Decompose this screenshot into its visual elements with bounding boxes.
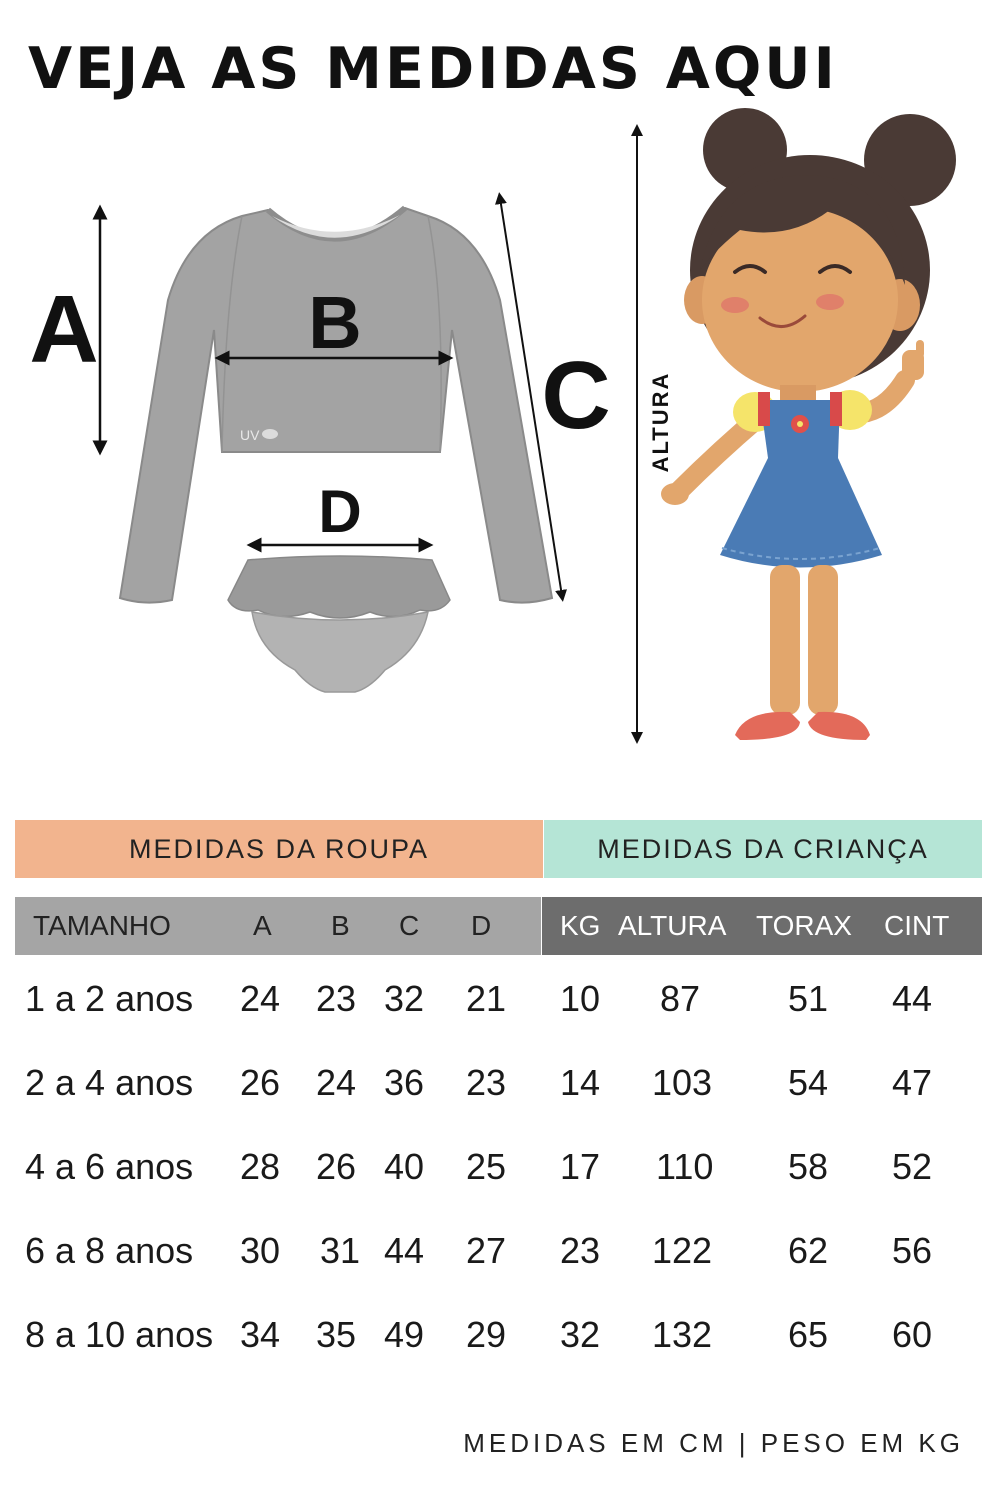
cell-a: 26 — [240, 1062, 281, 1103]
section-crianca: MEDIDAS DA CRIANÇA — [544, 820, 982, 878]
cell-torax: 51 — [788, 978, 829, 1019]
table-row — [0, 1136, 1000, 1196]
cell-tamanho: 4 a 6 anos — [25, 1146, 194, 1187]
header-kg: KG — [560, 910, 601, 941]
label-b: B — [308, 281, 362, 364]
cell-tamanho: 6 a 8 anos — [25, 1230, 194, 1271]
page-title: VEJA AS MEDIDAS AQUI — [28, 36, 838, 102]
cell-kg: 23 — [560, 1230, 601, 1271]
cell-a: 30 — [240, 1230, 281, 1271]
header-d: D — [471, 910, 492, 941]
cell-c: 49 — [384, 1314, 425, 1355]
cell-altura: 110 — [656, 1146, 714, 1187]
cell-torax: 58 — [788, 1146, 829, 1187]
cell-c: 40 — [384, 1146, 425, 1187]
cell-torax: 65 — [788, 1314, 829, 1355]
cell-kg: 32 — [560, 1314, 601, 1355]
header-b: B — [331, 910, 350, 941]
cell-cint: 47 — [892, 1062, 933, 1103]
cell-cint: 56 — [892, 1230, 933, 1271]
cell-d: 27 — [466, 1230, 507, 1271]
cell-altura: 103 — [652, 1062, 713, 1103]
cell-a: 34 — [240, 1314, 281, 1355]
label-d: D — [318, 478, 362, 545]
cell-altura: 122 — [652, 1230, 713, 1271]
cell-cint: 52 — [892, 1146, 933, 1187]
cell-tamanho: 2 a 4 anos — [25, 1062, 194, 1103]
cell-b: 35 — [316, 1314, 357, 1355]
cell-d: 29 — [466, 1314, 507, 1355]
header-cint: CINT — [884, 910, 950, 941]
cell-b: 26 — [316, 1146, 357, 1187]
cell-cint: 44 — [892, 978, 933, 1019]
label-a: A — [29, 276, 99, 383]
label-c: C — [541, 342, 611, 449]
column-headers-roupa — [15, 897, 541, 955]
header-a: A — [253, 910, 272, 941]
cell-tamanho: 8 a 10 anos — [25, 1314, 214, 1355]
cell-d: 21 — [466, 978, 507, 1019]
label-altura: ALTURA — [648, 371, 673, 473]
cell-altura: 132 — [652, 1314, 713, 1355]
cell-a: 24 — [240, 978, 281, 1019]
header-altura: ALTURA — [618, 910, 727, 941]
cell-b: 23 — [316, 978, 357, 1019]
cell-tamanho: 1 a 2 anos — [25, 978, 194, 1019]
cell-kg: 17 — [560, 1146, 601, 1187]
cell-altura: 87 — [660, 978, 701, 1019]
girl-illustration — [661, 108, 956, 740]
units-note: MEDIDAS EM CM | PESO EM KG — [463, 1428, 964, 1458]
cell-c: 44 — [384, 1230, 425, 1271]
cell-kg: 14 — [560, 1062, 601, 1103]
cell-c: 36 — [384, 1062, 425, 1103]
section-roupa: MEDIDAS DA ROUPA — [15, 820, 543, 878]
header-c: C — [399, 910, 420, 941]
cell-b: 24 — [316, 1062, 357, 1103]
table-row — [0, 1304, 1000, 1364]
ruffle-bikini-bottom — [228, 556, 450, 692]
header-tamanho: TAMANHO — [33, 910, 171, 941]
column-headers-crianca — [542, 897, 982, 955]
header-torax: TORAX — [756, 910, 852, 941]
table-row — [0, 968, 1000, 1028]
table-row — [0, 1052, 1000, 1112]
cell-a: 28 — [240, 1146, 281, 1187]
cell-kg: 10 — [560, 978, 601, 1019]
cell-b: 31 — [320, 1230, 361, 1271]
cell-d: 23 — [466, 1062, 507, 1103]
measurement-illustration — [0, 100, 1000, 760]
uv-logo: UV — [240, 427, 260, 443]
cell-c: 32 — [384, 978, 425, 1019]
cell-cint: 60 — [892, 1314, 933, 1355]
cell-torax: 62 — [788, 1230, 829, 1271]
cell-d: 25 — [466, 1146, 507, 1187]
table-row — [0, 1220, 1000, 1280]
cell-torax: 54 — [788, 1062, 829, 1103]
